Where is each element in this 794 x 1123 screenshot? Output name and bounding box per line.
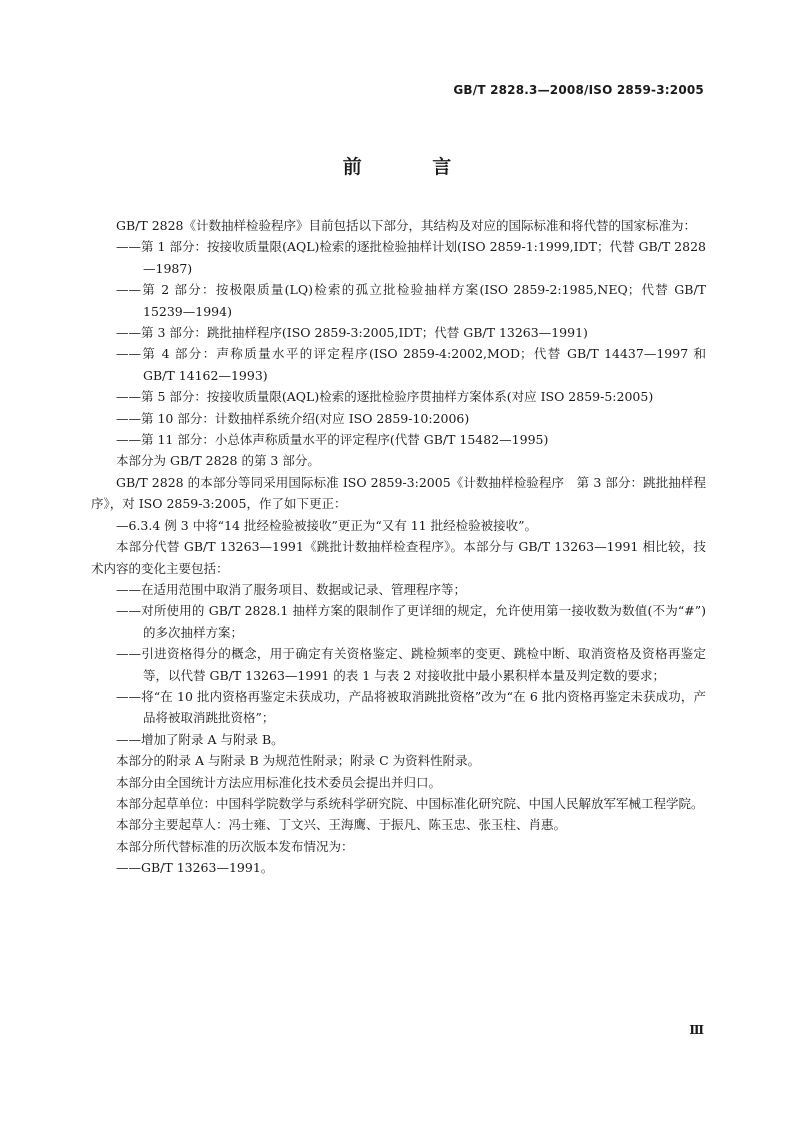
list-item: ——在适用范围中取消了服务项目、数据或记录、管理程序等； <box>116 581 467 597</box>
list-item: ——第 2 部分：按极限质量(LQ)检索的孤立批检验抽样方案(ISO 2859-2:1985,NEQ；代替 GB/T 15239—1994) <box>116 282 706 319</box>
foreword-body <box>91 215 706 879</box>
paragraph: 本部分所代替标准的历次版本发布情况为： <box>116 838 354 854</box>
paragraph: 本部分起草单位：中国科学院数学与系统科学研究院、中国标准化研究院、中国人民解放军军械工程学院。 <box>116 795 704 811</box>
list-item: ——将“在 10 批内资格再鉴定未获成功，产品将被取消跳批资格”改为“在 6 批内资格再鉴定未获成功，产品将被取消跳批资格”； <box>116 688 706 726</box>
list-item: ——GB/T 13263—1991。 <box>116 860 274 876</box>
paragraph: 本部分代替 GB/T 13263—1991《跳批计数抽样检查程序》。本部分与 GB/T 13263—1991 相比较，技术内容的变化主要包括： <box>91 539 706 576</box>
list-item: ——增加了附录 A 与附录 B。 <box>116 731 284 747</box>
list-item: ——第 1 部分：按接收质量限(AQL)检索的逐批检验抽样计划(ISO 2859-1:1999,IDT；代替 GB/T 2828—1987) <box>116 239 706 276</box>
list-item: ——第 4 部分：声称质量水平的评定程序(ISO 2859-4:2002,MOD；代替 GB/T 14437—1997 和 GB/T 14162—1993) <box>116 346 706 383</box>
page-title: 前 言 <box>342 156 484 178</box>
paragraph: GB/T 2828《计数抽样检验程序》目前包括以下部分，其结构及对应的国际标准和将代替的国家标准为： <box>116 218 697 233</box>
list-item: ——对所使用的 GB/T 2828.1 抽样方案的限制作了更详细的规定，允许使用第一接收数为数值(不为“#”)的多次抽样方案； <box>116 603 706 640</box>
paragraph: —6.3.4 例 3 中将“14 批经检验被接收”更正为“又有 11 批经检验被接收”。 <box>116 517 537 533</box>
paragraph: 本部分为 GB/T 2828 的第 3 部分。 <box>116 453 320 469</box>
standard-code-header: GB/T 2828.3—2008/ISO 2859-3:2005 <box>453 83 704 97</box>
list-item: ——第 5 部分：按接收质量限(AQL)检索的逐批检验序贯抽样方案体系(对应 ISO 2859-5:2005) <box>116 389 654 405</box>
paragraph: GB/T 2828 的本部分等同采用国际标准 ISO 2859-3:2005《计数抽样检验程序 第 3 部分：跳批抽样程序》，对 ISO 2859-3:2005，作了如下更正： <box>91 474 706 512</box>
list-item: ——第 11 部分：小总体声称质量水平的评定程序(代替 GB/T 15482—1995) <box>116 432 549 448</box>
paragraph: 本部分主要起草人：冯士雍、丁文兴、王海鹰、于振凡、陈玉忠、张玉柱、肖惠。 <box>116 817 567 833</box>
page-number: Ⅲ <box>689 1023 704 1037</box>
list-item: ——引进资格得分的概念，用于确定有关资格鉴定、跳检频率的变更、跳检中断、取消资格及资格再鉴定等，以代替 GB/T 13263—1991 的表 1 与表 2 对接收批中最小累积样本量及判定数的要求； <box>116 646 706 683</box>
list-item: ——第 3 部分：跳批抽样程序(ISO 2859-3:2005,IDT；代替 GB/T 13263—1991) <box>116 325 588 341</box>
paragraph: 本部分由全国统计方法应用标准化技术委员会提出并归口。 <box>116 774 442 790</box>
list-item: ——第 10 部分：计数抽样系统介绍(对应 ISO 2859-10:2006) <box>116 410 470 426</box>
paragraph: 本部分的附录 A 与附录 B 为规范性附录；附录 C 为资料性附录。 <box>116 753 481 769</box>
